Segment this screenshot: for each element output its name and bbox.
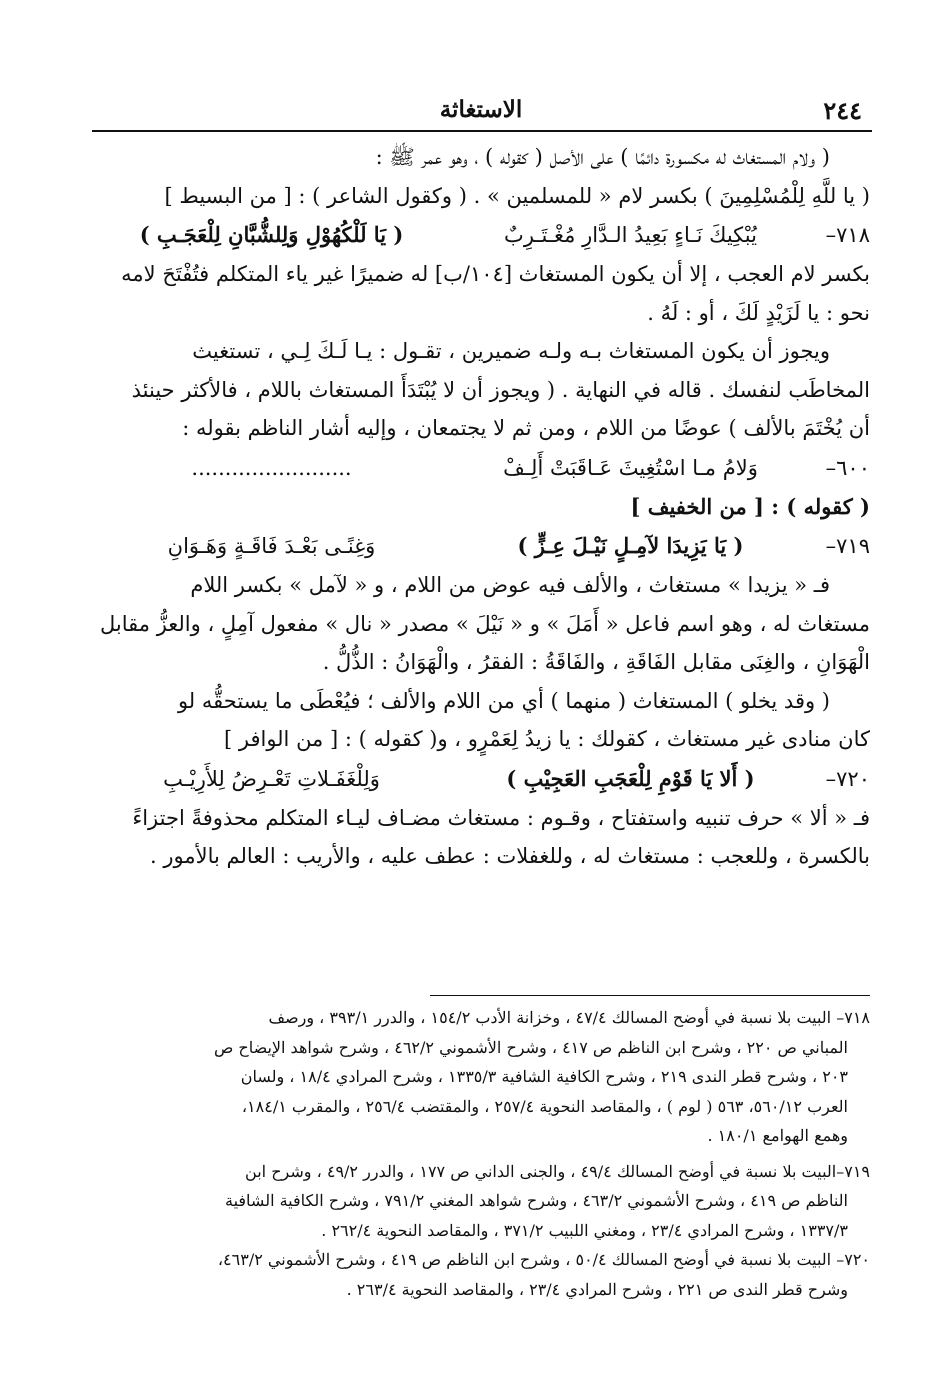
text-line: فـ « ألا » حرف تنبيه واستفتاح ، وقـوم : مستغاث مضـاف ليـاء المتكلم محذوفةً اجتزاءً — [132, 805, 870, 830]
verse-hemistich-first: ( أَلا يَا قَوْمِ لِلْعَجَبِ العَجِيْبِ ) — [506, 765, 755, 791]
footnote-720 — [92, 1245, 870, 1304]
footnote-line: ١٣٣٧/٣ ، وشرح المرادي ٢٣/٤ ، ومغني اللبيب ٣٧١/٢ ، والمقاصد النحوية ٢٦٢/٤ . — [321, 1220, 848, 1240]
text-line: بكسر لام العجب ، إلا أن يكون المستغاث [١٠٤/ب] له ضميرًا غير ياء المتكلم فتُفْتَحَ لامه — [121, 262, 870, 286]
footnote-line: ٧١٨– البيت بلا نسبة في أوضح المسالك ٤٧/٤ ، وخزانة الأدب ١٥٤/٢ ، والدرر ٣٩٣/١ ، ورصف — [268, 1008, 870, 1027]
footnote-line: ٧٢٠– البيت بلا نسبة في أوضح المسالك ٥٠/٤ ، وشرح ابن الناظم ص ٤١٩ ، وشرح الأشموني ٤٦٣/٢، — [217, 1250, 870, 1269]
footnote-line: ٧١٩–البيت بلا نسبة في أوضح المسالك ٤٩/٤ ، والجنى الداني ص ١٧٧ ، والدرر ٤٩/٢ ، وشرح ابن — [245, 1161, 870, 1181]
text-line: ( يا للَّهِ لِلْمُسْلِمِينَ ) بكسر لام « للمسلمين » . ( وكقول الشاعر ) : [ من البسيط ] — [164, 183, 870, 208]
text-line: أن يُخْتَمَ بالألف ) عوضًا من اللام ، ومن ثم لا يجتمعان ، وإليه أشار الناظم بقوله : — [182, 416, 870, 440]
footnote-line: وشرح قطر الندى ص ٢٢١ ، وشرح المرادي ٢٣/٤ ، والمقاصد النحوية ٢٦٣/٤ . — [346, 1279, 848, 1299]
verse-hemistich-second: وَلِلْغَفَـلاتِ تَعْـرِضُ لِلأَرِيْـبِ — [163, 766, 380, 791]
text-line: ( وقد يخلو ) المستغاث ( منهما ) أي من اللام والألف ؛ فيُعْطَى ما يستحقُّه لو — [177, 688, 830, 713]
verse-600 — [92, 448, 870, 488]
text-line: المخاطَب لنفسك . قاله في النهاية . ( ويجوز أن لا يُبْتَدَأَ المستغاث باللام ، فالأكثر حينئذ — [131, 377, 870, 402]
verse-hemistich-second: ( يَا لَلْكُهُوْلِ وَلِلشُّبَّانِ لِلْعَجَـبِ ) — [139, 222, 404, 247]
verse-720 — [92, 759, 870, 799]
text-line: نحو : يا لَزَيْدٍ لَكَ ، أو : لَهُ . — [647, 300, 870, 325]
running-title: الاستغاثة — [439, 96, 523, 123]
page-number: ٢٤٤ — [823, 96, 862, 125]
text-line: كان منادى غير مستغاث ، كقولك : يا زيدُ لِعَمْرٍو ، و( كقوله ) : [ من الوافر ] — [223, 727, 870, 751]
verse-hemistich-second: وَغِنًـى بَعْـدَ فَاقَـةٍ وَهَـوَانِ — [167, 534, 376, 558]
text-line: مستغاث له ، وهو اسم فاعل « أَمَلَ » و « نَيْلَ » مصدر « نال » مفعول آمِلٍ ، والعزُّ مقابل — [100, 611, 870, 636]
header-rule — [92, 130, 872, 132]
verse-hemistich-second: ........................ — [191, 455, 352, 480]
text-line: بالكسرة ، وللعجب : مستغاث له ، وللغفلات : عطف عليه ، والأريب : العالم بالأمور . — [150, 844, 870, 868]
footnote-line: العرب ٥٦٠/١٢، ٥٦٣ ( لوم ) ، والمقاصد النحوية ٢٥٧/٤ ، والمقتضب ٢٥٦/٤ ، والمقرب ١٨٤/١، — [241, 1096, 848, 1116]
text-line: الْهَوَانِ ، والغِنَى مقابل الفَاقَةِ ، والفَاقَةُ : الفقرُ ، والْهَوَانُ : الذُّلُّ . — [322, 650, 870, 674]
verse-number: ٦٠٠– — [825, 455, 870, 480]
verse-hemistich-first: يُبْكِيكَ نَـاءٍ بَعِيدُ الـدَّارِ مُغْـتَـرِبٌ — [504, 223, 757, 247]
footnote-line: ٢٠٣ ، وشرح قطر الندى ٢١٩ ، وشرح الكافية الشافية ١٣٣٥/٣ ، وشرح المرادي ١٨/٤ ، ولسان — [240, 1067, 848, 1086]
verse-hemistich-first: وَلامُ مـا اسْتُغِيثَ عَـاقَبَتْ أَلِـفْ — [503, 455, 758, 480]
footnote-719 — [92, 1157, 870, 1246]
verse-718 — [92, 215, 870, 255]
page-header — [92, 92, 870, 132]
verse-number: ٧١٨– — [825, 223, 870, 247]
footnote-line: وهمع الهوامع ١٨٠/١ . — [707, 1126, 848, 1145]
footnotes — [92, 1003, 870, 1304]
footnote-line: المباني ص ٢٢٠ ، وشرح ابن الناظم ص ٤١٧ ، وشرح الأشموني ٤٦٢/٢ ، وشرح شواهد الإيضاح ص — [213, 1037, 848, 1057]
text-line: ويجوز أن يكون المستغاث بـه ولـه ضميرين ، تقـول : يـا لَـكَ لِـي ، تستغيث — [192, 339, 830, 363]
verse-719 — [92, 526, 870, 566]
verse-number: ٧١٩– — [825, 534, 870, 558]
footnote-rule — [430, 995, 870, 996]
footnote-line: الناظم ص ٤١٩ ، وشرح الأشموني ٤٦٣/٢ ، وشرح شواهد المغني ٧٩١/٢ ، وشرح الكافية الشافية — [224, 1191, 848, 1210]
verse-number: ٧٢٠– — [825, 766, 870, 791]
verse-hemistich-first: ( يَا يَزِيدَا لآمِـلٍ نَيْـلَ عِـزٍّ ) — [517, 533, 744, 558]
text-line: ( كقوله ) : [ من الخفيف ] — [630, 493, 870, 519]
text-line: فـ « يزيدا » مستغاث ، والألف فيه عوض من اللام ، و « لآمل » بكسر اللام — [190, 573, 830, 597]
footnote-718 — [92, 1003, 870, 1151]
main-text — [92, 138, 870, 876]
text-line: ( ولام المستغاث له مكسورة دائمًا ) على الأصل ( كقوله ) ، وهو عمر ﷺ : — [375, 145, 830, 169]
